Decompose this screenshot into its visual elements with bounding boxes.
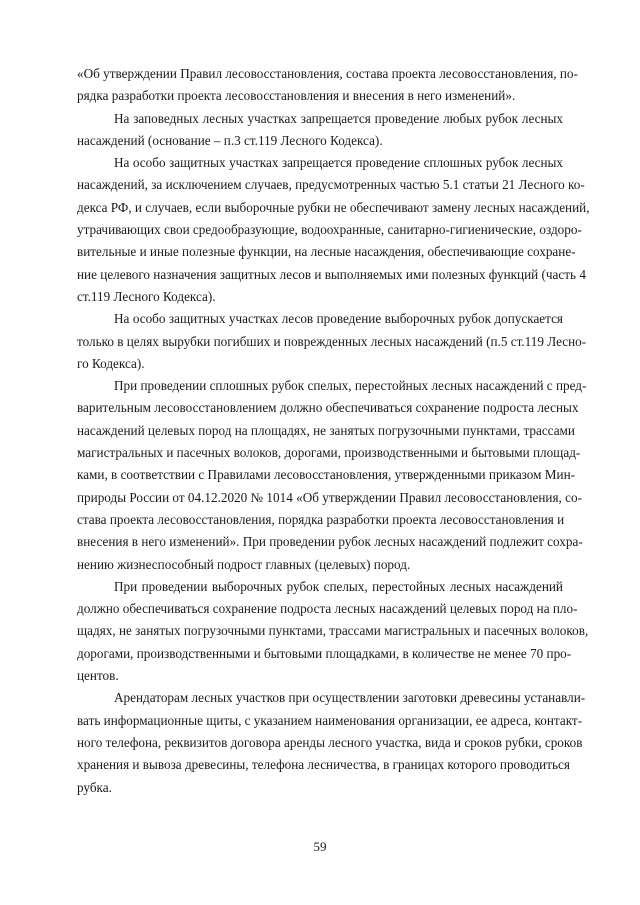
text-line: ст.119 Лесного Кодекса).	[77, 288, 216, 304]
text-line: вительные и иные полезные функции, на лесные насаждения, обеспечивающие сохране-	[77, 244, 576, 260]
text-line: утрачивающих свои средообразующие, водоохранные, санитарно-гигиенические, оздоро-	[77, 222, 582, 238]
paragraph	[77, 63, 578, 108]
paragraph	[77, 576, 589, 687]
text-line: центов.	[77, 668, 119, 684]
text-line: Арендаторам лесных участков при осуществлении заготовки древесины устанавли-	[114, 690, 586, 706]
text-line: При проведении сплошных рубок спелых, перестойных лесных насаждений с пред-	[114, 378, 587, 394]
text-line: На заповедных лесных участках запрещается проведение любых рубок лесных	[114, 110, 563, 126]
text-line: При проведении выборочных рубок спелых, перестойных лесных насаждений	[114, 578, 563, 594]
text-line: дорогами, производственными и бытовыми площадками, в количестве не менее 70 про-	[77, 645, 572, 661]
page-number: 59	[313, 839, 327, 854]
text-line: На особо защитных участках лесов проведение выборочных рубок допускается	[114, 311, 563, 327]
text-line: го Кодекса).	[77, 355, 145, 371]
paragraph	[77, 108, 563, 153]
text-line: ками, в соответствии с Правилами лесовосстановления, утвержденными приказом Мин-	[77, 467, 576, 483]
text-line: хранения и вывоза древесины, телефона лесничества, в границах которого проводиться	[77, 757, 570, 773]
text-line: рядка разработки проекта лесовосстановления и внесения в него изменений».	[77, 88, 516, 104]
text-line: На особо защитных участках запрещается проведение сплошных рубок лесных	[114, 155, 563, 171]
text-line: става проекта лесовосстановления, порядка разработки проекта лесовосстановления и	[77, 511, 565, 527]
text-line: природы России от 04.12.2020 № 1014 «Об утверждении Правил лесовосстановления, со-	[77, 489, 582, 505]
text-line: рубка.	[77, 779, 112, 795]
text-line: ного телефона, реквизитов договора аренды лесного участка, вида и сроков рубки, сроков	[77, 734, 583, 750]
text-line: варительным лесовосстановлением должно обеспечиваться сохранение подроста лесных	[77, 400, 579, 416]
paragraph	[77, 308, 587, 375]
text-line: нению жизнеспособный подрост главных (целевых) пород.	[77, 556, 411, 572]
text-line: насаждений, за исключением случаев, предусмотренных частью 5.1 статьи 21 Лесного ко-	[77, 177, 585, 193]
text-line: только в целях вырубки погибших и поврежденных лесных насаждений (п.5 ст.119 Лесно-	[77, 333, 587, 349]
text-line: должно обеспечиваться сохранение подроста лесных насаждений целевых пород на пло-	[77, 601, 578, 617]
text-line: щадях, не занятых погрузочными пунктами, трассами магистральных и пасечных волоков,	[77, 623, 589, 639]
text-line: «Об утверждении Правил лесовосстановления, состава проекта лесовосстановления, по-	[77, 66, 578, 81]
paragraph	[77, 687, 586, 798]
paragraph	[77, 152, 590, 308]
text-line: внесения в него изменений». При проведении рубок лесных насаждений подлежит сохра-	[77, 534, 583, 550]
text-line: магистральных и пасечных волоков, дорогами, производственными и бытовыми площад-	[77, 445, 581, 461]
paragraph	[77, 375, 587, 576]
text-line: ние целевого назначения защитных лесов и выполняемых ими полезных функций (часть 4	[77, 266, 586, 282]
text-line: насаждений (основание – п.3 ст.119 Лесного Кодекса).	[77, 132, 383, 148]
text-line: насаждений целевых пород на площадях, не занятых погрузочными пунктами, трассами	[77, 422, 575, 438]
body-text	[77, 63, 590, 799]
text-line: вать информационные щиты, с указанием наименования организации, ее адреса, контакт-	[77, 712, 583, 728]
text-line: декса РФ, и случаев, если выборочные рубки не обеспечивают замену лесных насаждений,	[77, 199, 590, 215]
